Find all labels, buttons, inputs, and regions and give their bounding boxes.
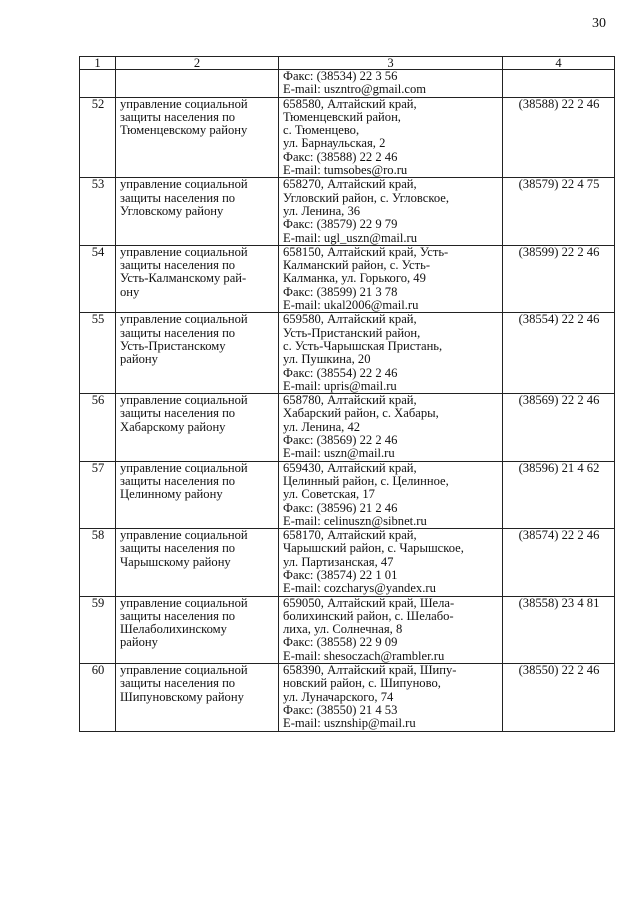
address-line: Факс: (38574) 22 1 01 <box>283 567 398 582</box>
office-name-cell <box>116 97 279 178</box>
office-name-cell <box>116 529 279 596</box>
address-line: Калманский район, с. Усть- <box>283 258 431 273</box>
office-name-cell <box>116 178 279 245</box>
column-number-1: 1 <box>80 57 116 70</box>
address-line: 658150, Алтайский край, Усть- <box>283 244 449 259</box>
address-line: E-mail: upris@mail.ru <box>283 378 397 393</box>
office-name-line: Тюменцевскому району <box>120 123 248 138</box>
column-number-3: 3 <box>279 57 503 70</box>
address-cell <box>279 245 503 312</box>
office-name-line: району <box>120 635 158 650</box>
office-name-line: управление социальной <box>120 96 248 111</box>
table-row <box>80 394 615 461</box>
address-line: 658390, Алтайский край, Шипу- <box>283 663 457 678</box>
address-line: E-mail: ukal2006@mail.ru <box>283 298 419 313</box>
office-name-line: району <box>120 352 158 367</box>
office-name-line: защиты населения по <box>120 676 236 691</box>
office-name-line: управление социальной <box>120 595 248 610</box>
phone-cell: (38599) 22 2 46 <box>503 245 615 312</box>
office-name-line: Шелаболихинскому <box>120 622 227 637</box>
phone-cell: (38588) 22 2 46 <box>503 97 615 178</box>
address-line: с. Усть-Чарышская Пристань, <box>283 338 443 353</box>
address-line: Факс: (38596) 21 2 46 <box>283 500 398 515</box>
address-line: ул. Барнаульская, 2 <box>283 136 386 151</box>
table-row <box>80 97 615 178</box>
address-line: ул. Ленина, 42 <box>283 419 361 434</box>
table-row <box>80 664 615 731</box>
office-name-line: ону <box>120 284 140 299</box>
address-line: 659050, Алтайский край, Шела- <box>283 595 455 610</box>
address-line: Хабарский район, с. Хабары, <box>283 406 439 421</box>
table-row <box>80 596 615 663</box>
address-line: с. Тюменцево, <box>283 123 360 138</box>
address-line: болихинский район, с. Шелабо- <box>283 608 454 623</box>
address-line: 658170, Алтайский край, <box>283 528 417 543</box>
address-line: ул. Партизанская, 47 <box>283 554 394 569</box>
address-line: E-mail: ugl_uszn@mail.ru <box>283 230 418 245</box>
table-row <box>80 313 615 394</box>
office-name-line: защиты населения по <box>120 258 236 273</box>
row-number: 53 <box>80 178 116 245</box>
address-line: E-mail: cozcharys@yandex.ru <box>283 581 436 596</box>
row-number: 54 <box>80 245 116 312</box>
address-line: ул. Луначарского, 74 <box>283 689 394 704</box>
address-line: 658780, Алтайский край, <box>283 393 417 408</box>
row-number: 56 <box>80 394 116 461</box>
office-name-line: управление социальной <box>120 528 248 543</box>
office-name-line: управление социальной <box>120 244 248 259</box>
address-cell <box>279 529 503 596</box>
address-line: Факс: (38558) 22 9 09 <box>283 635 398 650</box>
table-row <box>80 529 615 596</box>
address-line: E-mail: uszn@mail.ru <box>283 446 395 461</box>
address-cell <box>279 97 503 178</box>
office-name-line: управление социальной <box>120 460 248 475</box>
address-line: Калманка, ул. Горького, 49 <box>283 271 426 286</box>
column-number-4: 4 <box>503 57 615 70</box>
office-name-cell <box>116 394 279 461</box>
continuation-name-cell <box>116 70 279 98</box>
office-name-line: Усть-Пристанскому <box>120 338 226 353</box>
office-name-line: Угловскому району <box>120 203 224 218</box>
address-line: ул. Пушкина, 20 <box>283 352 371 367</box>
office-name-line: защиты населения по <box>120 325 236 340</box>
office-name-cell <box>116 313 279 394</box>
column-number-header-row <box>80 57 615 70</box>
address-cell <box>279 394 503 461</box>
address-line: ул. Советская, 17 <box>283 487 375 502</box>
address-line: E-mail: celinuszn@sibnet.ru <box>283 513 427 528</box>
address-line: Факс: (38534) 22 3 56 <box>283 69 398 83</box>
address-line: Целинный район, с. Целинное, <box>283 473 449 488</box>
continuation-num-cell <box>80 70 116 98</box>
row-number: 59 <box>80 596 116 663</box>
offices-table <box>79 56 615 732</box>
office-name-line: управление социальной <box>120 663 248 678</box>
address-line: E-mail: shesoczach@rambler.ru <box>283 648 445 663</box>
office-name-line: защиты населения по <box>120 473 236 488</box>
office-name-cell <box>116 245 279 312</box>
phone-cell: (38574) 22 2 46 <box>503 529 615 596</box>
continuation-phone-cell <box>503 70 615 98</box>
address-cell <box>279 313 503 394</box>
address-line: 659430, Алтайский край, <box>283 460 417 475</box>
office-name-line: Усть-Калманскому рай- <box>120 271 247 286</box>
office-name-line: управление социальной <box>120 393 248 408</box>
phone-cell: (38579) 22 4 75 <box>503 178 615 245</box>
office-name-cell <box>116 461 279 528</box>
continuation-row <box>80 70 615 98</box>
row-number: 57 <box>80 461 116 528</box>
address-line: Факс: (38579) 22 9 79 <box>283 217 398 232</box>
address-line: 658270, Алтайский край, <box>283 177 417 192</box>
address-cell <box>279 461 503 528</box>
office-name-line: Шипуновскому району <box>120 689 244 704</box>
office-name-cell <box>116 664 279 731</box>
address-line: новский район, с. Шипуново, <box>283 676 441 691</box>
phone-cell: (38554) 22 2 46 <box>503 313 615 394</box>
address-line: Факс: (38588) 22 2 46 <box>283 149 398 164</box>
office-name-line: Хабарскому району <box>120 419 226 434</box>
row-number: 58 <box>80 529 116 596</box>
table-row <box>80 461 615 528</box>
address-line: Факс: (38599) 21 3 78 <box>283 284 398 299</box>
address-cell <box>279 664 503 731</box>
office-name-line: защиты населения по <box>120 190 236 205</box>
address-cell <box>279 596 503 663</box>
address-line: Факс: (38554) 22 2 46 <box>283 365 398 380</box>
phone-cell: (38569) 22 2 46 <box>503 394 615 461</box>
address-line: Чарышский район, с. Чарышское, <box>283 541 464 556</box>
address-line: Угловский район, с. Угловское, <box>283 190 450 205</box>
address-line: лиха, ул. Солнечная, 8 <box>283 622 403 637</box>
address-line: E-mail: uszntro@gmail.com <box>283 82 427 97</box>
table-row <box>80 245 615 312</box>
phone-cell: (38550) 22 2 46 <box>503 664 615 731</box>
address-line: 659580, Алтайский край, <box>283 312 417 327</box>
office-name-cell <box>116 596 279 663</box>
row-number: 60 <box>80 664 116 731</box>
table-row <box>80 178 615 245</box>
office-name-line: Целинному району <box>120 487 223 502</box>
address-line: E-mail: usznship@mail.ru <box>283 716 416 731</box>
address-line: E-mail: tumsobes@ro.ru <box>283 163 408 178</box>
office-name-line: защиты населения по <box>120 109 236 124</box>
phone-cell: (38558) 23 4 81 <box>503 596 615 663</box>
address-line: ул. Ленина, 36 <box>283 203 361 218</box>
address-line: Факс: (38550) 21 4 53 <box>283 702 398 717</box>
office-name-line: защиты населения по <box>120 406 236 421</box>
column-number-2: 2 <box>116 57 279 70</box>
office-name-line: защиты населения по <box>120 608 236 623</box>
office-name-line: защиты населения по <box>120 541 236 556</box>
row-number: 55 <box>80 313 116 394</box>
address-line: 658580, Алтайский край, <box>283 96 417 111</box>
phone-cell: (38596) 21 4 62 <box>503 461 615 528</box>
office-name-line: Чарышскому району <box>120 554 231 569</box>
office-name-line: управление социальной <box>120 312 248 327</box>
row-number: 52 <box>80 97 116 178</box>
page-number: 30 <box>592 16 606 31</box>
address-cell <box>279 178 503 245</box>
office-name-line: управление социальной <box>120 177 248 192</box>
address-line: Факс: (38569) 22 2 46 <box>283 433 398 448</box>
address-line: Тюменцевский район, <box>283 109 401 124</box>
continuation-address-cell <box>279 70 503 98</box>
address-line: Усть-Пристанский район, <box>283 325 421 340</box>
